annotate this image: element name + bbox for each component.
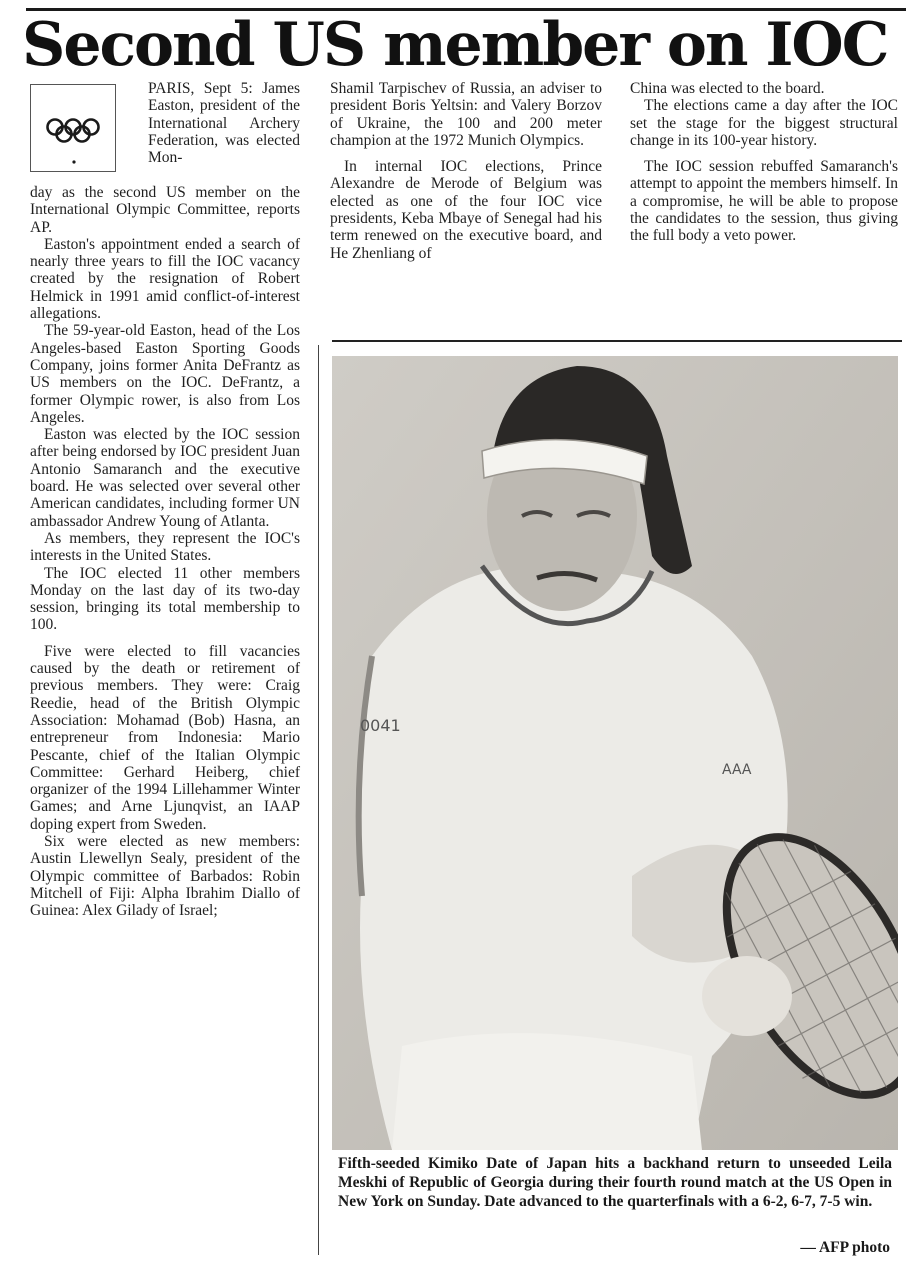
article-column-1-top	[148, 80, 300, 166]
olympic-logo	[30, 84, 116, 172]
tennis-player-image	[332, 356, 898, 1150]
paragraph: China was elected to the board.	[630, 80, 825, 97]
paragraph: In internal IOC elections, Prince Alexandre de Merode of Belgium was elected as one of the four IOC vice presidents, Keba Mbaye of Senegal had his term renewed on the executive board, and He Zhenliang of	[330, 158, 602, 262]
paragraph: PARIS, Sept 5: James Easton, president of the International Archery Federation, was elected Mon-	[148, 80, 300, 167]
svg-text:0041: 0041	[360, 716, 401, 735]
article-column-3	[630, 80, 898, 245]
article-column-1	[30, 184, 300, 919]
paragraph: Easton's appointment ended a search of nearly three years to fill the IOC vacancy created by the resignation of Robert Helmick in 1991 amid conflict-of-interest allegations.	[30, 235, 300, 323]
paragraph: Five were elected to fill vacancies caused by the death or retirement of previous members. They were: Craig Reedie, head of the British Olympic Association: Mohamad (Bob) Hasna, an entrepreneur from Indonesia: Mario Pescante, chief of the Italian Olympic Committee: Gerhard Heiberg, chief organizer of the 1994 Lillehammer Winter Games; and Arne Ljunqvist, an IAAP doping expert from Sweden.	[30, 642, 300, 833]
column-divider	[318, 345, 319, 1255]
paragraph: The IOC elected 11 other members Monday on the last day of its two-day session, bringing its total membership to 100.	[30, 564, 300, 634]
tennis-photo	[332, 356, 898, 1150]
paragraph: Shamil Tarpischev of Russia, an adviser to president Boris Yeltsin: and Valery Borzov of Ukraine, the 100 and 200 meter champion at the 1972 Munich Olympics.	[330, 80, 602, 149]
photo-caption: Fifth-seeded Kimiko Date of Japan hits a backhand return to unseeded Leila Meskhi of Republic of Georgia during their fourth round match at the US Open in New York on Sunday. Date advanced to the quarterfinals with a 6-2, 6-7, 7-5 win.	[338, 1155, 892, 1211]
paragraph: The IOC session rebuffed Samaranch's attempt to appoint the members himself. In a compromise, he will be able to propose the candidates to the session, thus giving the full body a veto power.	[630, 158, 898, 245]
article-column-2	[330, 80, 602, 262]
olympic-rings-icon	[31, 85, 117, 173]
svg-text:AAA: AAA	[722, 762, 752, 778]
photo-top-rule	[332, 340, 902, 342]
paragraph: Six were elected as new members: Austin Llewellyn Sealy, president of the Olympic committee of Barbados: Robin Mitchell of Fiji: Alpha Ibrahim Diallo of Guinea: Alex Gilady of Israel;	[30, 832, 300, 920]
paragraph: As members, they represent the IOC's interests in the United States.	[30, 529, 300, 565]
photo-credit: — AFP photo	[800, 1239, 890, 1256]
paragraph: Easton was elected by the IOC session after being endorsed by IOC president Juan Antonio Samaranch and the executive board. He was selected over several other American candidates, including former UN ambassador Andrew Young of Atlanta.	[30, 426, 300, 530]
paragraph: day as the second US member on the International Olympic Committee, reports AP.	[30, 184, 300, 236]
headline: Second US member on IOC	[22, 10, 888, 80]
paragraph: The elections came a day after the IOC set the stage for the biggest structural change in its 100-year history.	[630, 97, 898, 149]
paragraph: The 59-year-old Easton, head of the Los Angeles-based Easton Sporting Goods Company, joins former Anita DeFrantz as US members on the IOC. DeFrantz, a former Olympic rower, is also from Los Angeles.	[30, 322, 300, 426]
